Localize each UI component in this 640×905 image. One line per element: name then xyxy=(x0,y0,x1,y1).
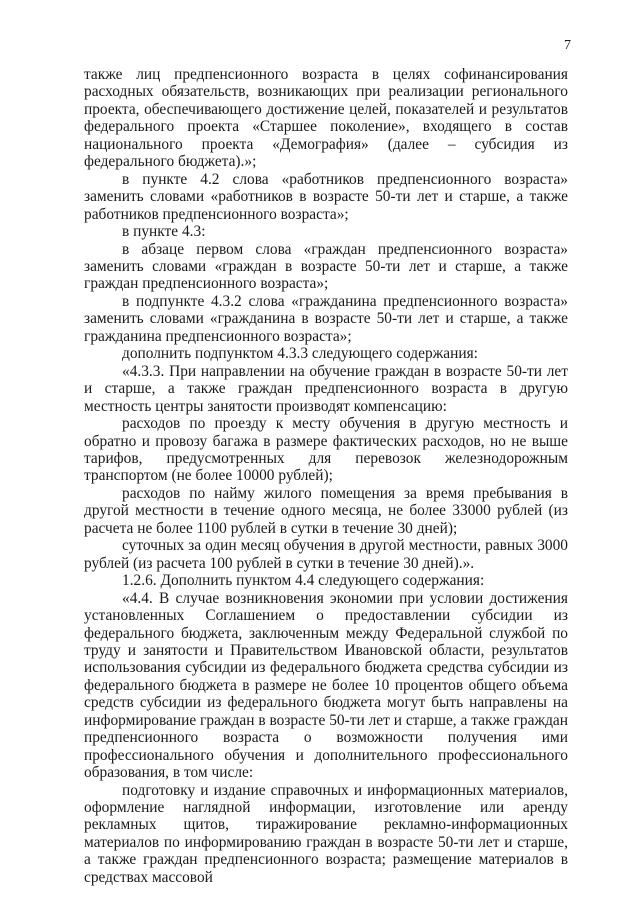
paragraph: суточных за один месяц обучения в другой местности, равных 3000 рублей (из расчета 100 рублей в сутки в течение 30 дней).». xyxy=(84,537,568,572)
paragraph: в пункте 4.2 слова «работников предпенсионного возраста» заменить словами «работников в возрасте 50-ти лет и старше, а также работников предпенсионного возраста»; xyxy=(84,170,568,223)
paragraph: подготовку и издание справочных и информационных материалов, оформление наглядной информации, изготовление или аренду рекламных щитов, тиражирование рекламно-информационных материалов по информированию граждан в возрасте 50-ти лет и старше, а также граждан предпенсионного возраста; размещение материалов в средствах массовой xyxy=(84,781,568,886)
paragraph: расходов по найму жилого помещения за время пребывания в другой местности в течение одного месяца, не более 33000 рублей (из расчета не более 1100 рублей в сутки в течение 30 дней); xyxy=(84,484,568,537)
document-body xyxy=(84,66,568,886)
paragraph: в пункте 4.3: xyxy=(122,223,206,241)
page-number: 7 xyxy=(564,38,571,53)
paragraph: также лиц предпенсионного возраста в целях софинансирования расходных обязательств, возникающих при реализации регионального проекта, обеспечивающего достижение целей, показателей и результатов федерального проекта «Старшее поколение», входящего в состав национального проекта «Демография» (далее – субсидия из федерального бюджета).»; xyxy=(84,66,568,171)
paragraph: 1.2.6. Дополнить пунктом 4.4 следующего содержания: xyxy=(122,572,485,590)
paragraph: «4.3.3. При направлении на обучение граждан в возрасте 50-ти лет и старше, а также граждан предпенсионного возраста в другую местность центры занятости производят компенсацию: xyxy=(84,362,568,415)
paragraph: в подпункте 4.3.2 слова «гражданина предпенсионного возраста» заменить словами «гражданина в возрасте 50-ти лет и старше, а также гражданина предпенсионного возраста»; xyxy=(84,292,568,345)
paragraph: «4.4. В случае возникновения экономии при условии достижения установленных Соглашением о предоставлении субсидии из федерального бюджета, заключенным между Федеральной службой по труду и занятости и Правительством Ивановской области, результатов использования субсидии из федерального бюджета средства субсидии из федерального бюджета в размере не более 10 процентов общего объема средств субсидии из федерального бюджета могут быть направлены на информирование граждан в возрасте 50-ти лет и старше, а также граждан предпенсионного возраста о возможности получения ими профессионального обучения и дополнительного профессионального образования, в том числе: xyxy=(84,589,568,782)
paragraph: в абзаце первом слова «граждан предпенсионного возраста» заменить словами «граждан в возрасте 50-ти лет и старше, а также граждан предпенсионного возраста»; xyxy=(84,240,568,293)
paragraph: расходов по проезду к месту обучения в другую местность и обратно и провозу багажа в размере фактических расходов, но не выше тарифов, предусмотренных для перевозок железнодорожным транспортом (не более 10000 рублей); xyxy=(84,415,568,485)
paragraph: дополнить подпунктом 4.3.3 следующего содержания: xyxy=(122,345,478,363)
